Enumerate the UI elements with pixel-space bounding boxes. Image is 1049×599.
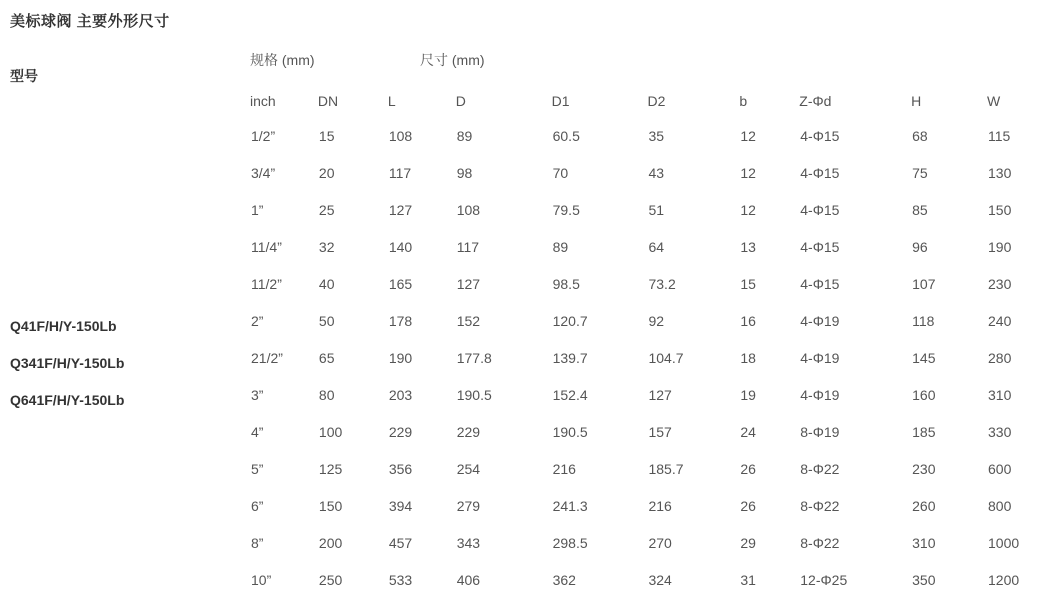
cell-w: 150 bbox=[988, 201, 1012, 218]
table-row bbox=[250, 524, 1049, 561]
cell-dn: 32 bbox=[318, 238, 335, 255]
cell-h: 75 bbox=[912, 164, 928, 181]
cell-d: 98 bbox=[456, 164, 473, 181]
cell-d1: 241.3 bbox=[552, 497, 588, 514]
cell-d: 127 bbox=[456, 275, 481, 292]
cell-zd: 12-Φ25 bbox=[800, 571, 848, 588]
cell-h: 107 bbox=[912, 275, 936, 292]
cell-d1: 70 bbox=[552, 164, 569, 181]
cell-w: 800 bbox=[988, 497, 1012, 514]
cell-d: 190.5 bbox=[456, 386, 492, 403]
cell-l: 127 bbox=[388, 201, 413, 218]
cell-zd: 8-Φ22 bbox=[800, 534, 840, 551]
table-row bbox=[250, 561, 1049, 598]
cell-d2: 216 bbox=[648, 497, 672, 514]
cell-inch: 2” bbox=[251, 312, 264, 329]
cell-l: 117 bbox=[388, 164, 412, 181]
cell-dn: 80 bbox=[318, 386, 335, 403]
cell-dn: 150 bbox=[318, 497, 343, 514]
cell-dn: 40 bbox=[318, 275, 335, 292]
cell-d1: 152.4 bbox=[552, 386, 588, 403]
cell-h: 118 bbox=[912, 312, 935, 329]
cell-zd: 4-Φ15 bbox=[800, 164, 840, 181]
cell-d1: 139.7 bbox=[552, 349, 588, 366]
cell-d2: 73.2 bbox=[648, 275, 676, 292]
column-header-l: L bbox=[387, 92, 396, 109]
cell-l: 165 bbox=[388, 275, 413, 292]
cell-l: 356 bbox=[388, 460, 413, 477]
cell-d2: 43 bbox=[648, 164, 665, 181]
cell-b: 31 bbox=[740, 571, 756, 588]
cell-d: 117 bbox=[456, 238, 480, 255]
cell-d: 177.8 bbox=[456, 349, 492, 366]
cell-dn: 20 bbox=[318, 164, 335, 181]
cell-d2: 127 bbox=[648, 386, 672, 403]
cell-w: 130 bbox=[988, 164, 1012, 181]
table-header-row bbox=[250, 84, 1049, 117]
cell-dn: 100 bbox=[318, 423, 343, 440]
cell-zd: 8-Φ22 bbox=[800, 460, 840, 477]
cell-d1: 120.7 bbox=[552, 312, 588, 329]
cell-h: 260 bbox=[912, 497, 936, 514]
model-name: Q41F/H/Y-150Lb bbox=[10, 318, 117, 334]
table-row bbox=[250, 487, 1049, 524]
table-row bbox=[250, 154, 1049, 191]
cell-l: 533 bbox=[388, 571, 413, 588]
cell-l: 203 bbox=[388, 386, 413, 403]
cell-b: 12 bbox=[740, 164, 756, 181]
cell-w: 600 bbox=[988, 460, 1012, 477]
cell-inch: 5” bbox=[251, 460, 264, 477]
cell-inch: 21/2” bbox=[251, 349, 283, 366]
table-body bbox=[250, 117, 1049, 598]
cell-dn: 15 bbox=[318, 127, 335, 144]
cell-inch: 3” bbox=[251, 386, 264, 403]
cell-w: 240 bbox=[988, 312, 1012, 329]
cell-h: 160 bbox=[912, 386, 936, 403]
cell-zd: 4-Φ15 bbox=[800, 201, 840, 218]
cell-d: 279 bbox=[456, 497, 481, 514]
table-row bbox=[250, 191, 1049, 228]
column-header-dn: DN bbox=[317, 92, 339, 109]
cell-l: 229 bbox=[388, 423, 413, 440]
cell-inch: 1/2” bbox=[251, 127, 276, 144]
dimensions-table bbox=[250, 84, 1049, 598]
cell-w: 1000 bbox=[988, 534, 1020, 551]
table-row bbox=[250, 228, 1049, 265]
cell-w: 190 bbox=[988, 238, 1012, 255]
table-row bbox=[250, 117, 1049, 154]
cell-dn: 250 bbox=[318, 571, 343, 588]
cell-zd: 4-Φ15 bbox=[800, 238, 840, 255]
cell-b: 16 bbox=[740, 312, 756, 329]
cell-inch: 8” bbox=[251, 534, 264, 551]
table-row bbox=[250, 339, 1049, 376]
cell-l: 108 bbox=[388, 127, 413, 144]
cell-b: 12 bbox=[740, 201, 756, 218]
cell-l: 394 bbox=[388, 497, 413, 514]
cell-l: 457 bbox=[388, 534, 413, 551]
cell-d1: 362 bbox=[552, 571, 576, 588]
dimension-group-header: 尺寸 (mm) bbox=[420, 52, 485, 68]
cell-d2: 157 bbox=[648, 423, 672, 440]
cell-l: 178 bbox=[388, 312, 413, 329]
cell-d2: 64 bbox=[648, 238, 665, 255]
cell-zd: 4-Φ19 bbox=[800, 386, 840, 403]
cell-b: 19 bbox=[740, 386, 756, 403]
cell-zd: 4-Φ19 bbox=[800, 312, 840, 329]
cell-w: 115 bbox=[988, 127, 1011, 144]
column-header-d: D bbox=[455, 92, 466, 109]
cell-inch: 11/2” bbox=[251, 275, 282, 292]
cell-d2: 324 bbox=[648, 571, 672, 588]
table-row bbox=[250, 450, 1049, 487]
cell-d1: 216 bbox=[552, 460, 576, 477]
cell-d: 406 bbox=[456, 571, 481, 588]
cell-d: 152 bbox=[456, 312, 481, 329]
model-column-header: 型号 bbox=[10, 68, 38, 84]
cell-d2: 270 bbox=[648, 534, 672, 551]
cell-dn: 25 bbox=[318, 201, 335, 218]
cell-l: 140 bbox=[388, 238, 413, 255]
cell-d: 89 bbox=[456, 127, 473, 144]
cell-zd: 4-Φ15 bbox=[800, 275, 840, 292]
cell-h: 96 bbox=[912, 238, 928, 255]
model-name: Q341F/H/Y-150Lb bbox=[10, 355, 125, 371]
cell-b: 18 bbox=[740, 349, 756, 366]
column-header-h: H bbox=[911, 92, 922, 109]
column-header-inch: inch bbox=[250, 92, 276, 109]
cell-d: 229 bbox=[456, 423, 481, 440]
cell-dn: 200 bbox=[318, 534, 343, 551]
table-row bbox=[250, 376, 1049, 413]
cell-d1: 98.5 bbox=[552, 275, 580, 292]
spec-group-header: 规格 (mm) bbox=[250, 52, 315, 68]
cell-h: 68 bbox=[912, 127, 928, 144]
cell-inch: 10” bbox=[251, 571, 272, 588]
table-row bbox=[250, 413, 1049, 450]
cell-d2: 35 bbox=[648, 127, 665, 144]
cell-dn: 125 bbox=[318, 460, 343, 477]
cell-w: 310 bbox=[988, 386, 1012, 403]
cell-inch: 3/4” bbox=[251, 164, 276, 181]
model-name: Q641F/H/Y-150Lb bbox=[10, 392, 125, 408]
cell-d1: 79.5 bbox=[552, 201, 580, 218]
cell-b: 26 bbox=[740, 497, 756, 514]
cell-inch: 4” bbox=[251, 423, 264, 440]
cell-h: 350 bbox=[912, 571, 936, 588]
cell-h: 145 bbox=[912, 349, 936, 366]
column-header-w: W bbox=[987, 92, 1001, 109]
cell-b: 24 bbox=[740, 423, 756, 440]
cell-d: 108 bbox=[456, 201, 481, 218]
page-title: 美标球阀 主要外形尺寸 bbox=[10, 13, 170, 30]
cell-w: 280 bbox=[988, 349, 1012, 366]
table-header bbox=[250, 84, 1049, 117]
column-header-zd: Z-Φd bbox=[799, 92, 832, 109]
cell-d: 254 bbox=[456, 460, 481, 477]
cell-inch: 6” bbox=[251, 497, 264, 514]
cell-h: 230 bbox=[912, 460, 936, 477]
cell-b: 13 bbox=[740, 238, 756, 255]
cell-zd: 4-Φ19 bbox=[800, 349, 840, 366]
cell-b: 26 bbox=[740, 460, 756, 477]
cell-h: 85 bbox=[912, 201, 928, 218]
cell-d2: 51 bbox=[648, 201, 665, 218]
table-row bbox=[250, 302, 1049, 339]
cell-w: 230 bbox=[988, 275, 1012, 292]
cell-d: 343 bbox=[456, 534, 481, 551]
cell-dn: 65 bbox=[318, 349, 335, 366]
cell-d2: 92 bbox=[648, 312, 665, 329]
cell-d1: 60.5 bbox=[552, 127, 580, 144]
cell-zd: 8-Φ19 bbox=[800, 423, 840, 440]
cell-b: 15 bbox=[740, 275, 756, 292]
cell-h: 185 bbox=[912, 423, 936, 440]
cell-d1: 89 bbox=[552, 238, 569, 255]
cell-zd: 4-Φ15 bbox=[800, 127, 840, 144]
cell-d2: 185.7 bbox=[648, 460, 684, 477]
cell-zd: 8-Φ22 bbox=[800, 497, 840, 514]
cell-b: 12 bbox=[740, 127, 756, 144]
cell-d1: 298.5 bbox=[552, 534, 588, 551]
cell-w: 1200 bbox=[988, 571, 1020, 588]
cell-inch: 1” bbox=[251, 201, 264, 218]
cell-h: 310 bbox=[912, 534, 936, 551]
cell-d1: 190.5 bbox=[552, 423, 588, 440]
table-row bbox=[250, 265, 1049, 302]
cell-d2: 104.7 bbox=[648, 349, 684, 366]
cell-l: 190 bbox=[388, 349, 413, 366]
cell-inch: 11/4” bbox=[251, 238, 282, 255]
cell-b: 29 bbox=[740, 534, 756, 551]
column-header-d2: D2 bbox=[647, 92, 666, 109]
cell-dn: 50 bbox=[318, 312, 335, 329]
model-name-list bbox=[10, 308, 124, 419]
column-header-d1: D1 bbox=[551, 92, 570, 109]
cell-w: 330 bbox=[988, 423, 1012, 440]
column-header-b: b bbox=[739, 92, 748, 109]
